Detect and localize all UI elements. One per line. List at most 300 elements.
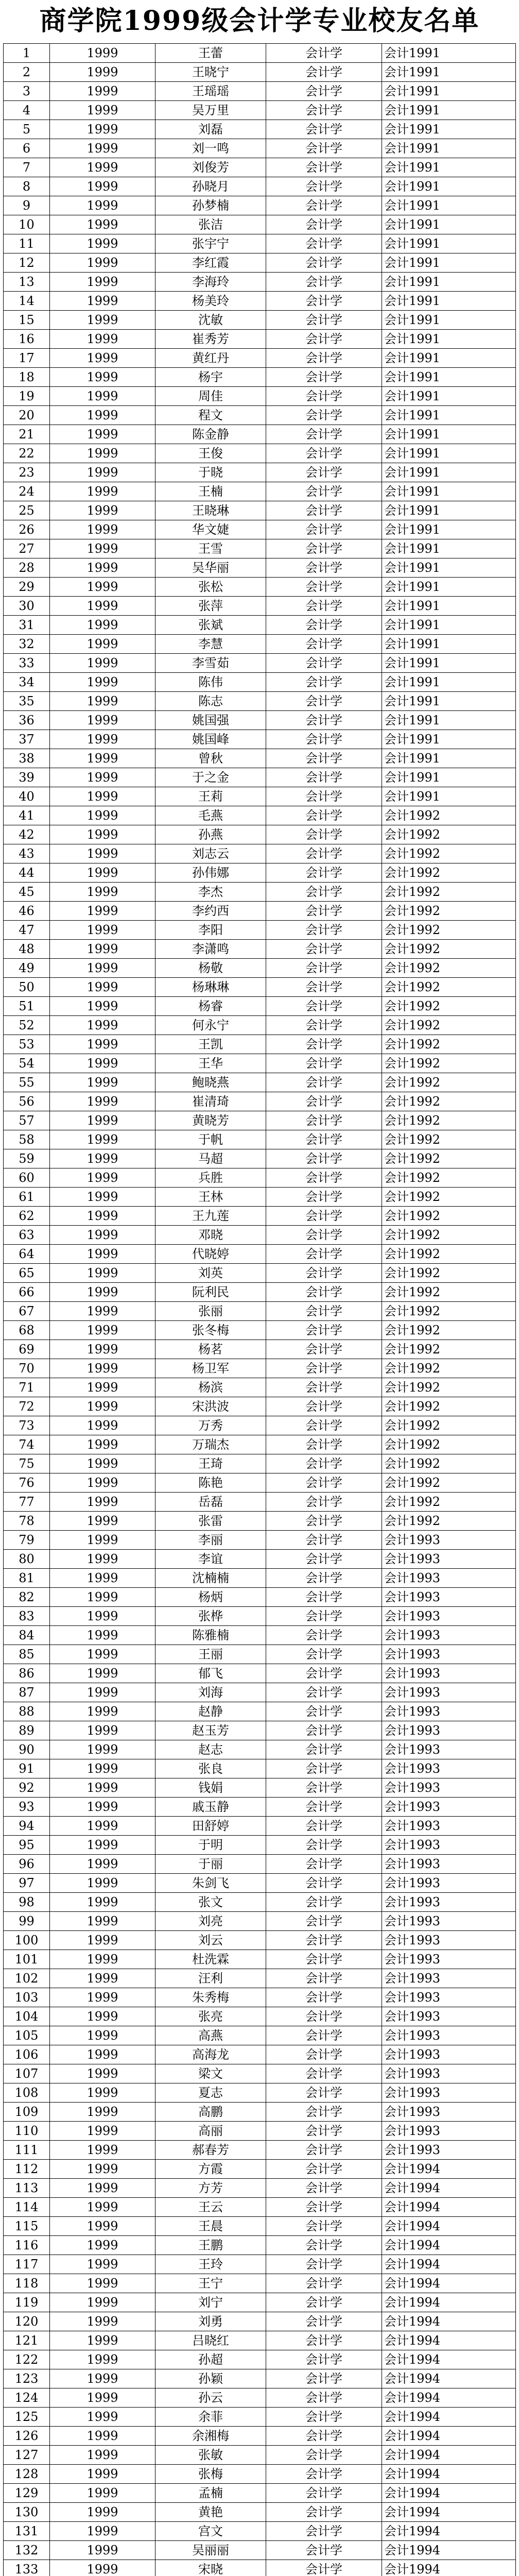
class-name-cell: 会计1991	[382, 387, 516, 406]
student-name-cell: 刘磊	[155, 120, 266, 139]
table-row	[4, 101, 516, 120]
major-cell: 会计学	[266, 406, 382, 425]
class-name-cell: 会计1993	[382, 2026, 516, 2045]
class-name-cell: 会计1994	[382, 2465, 516, 2484]
student-name-cell: 王楠	[155, 482, 266, 501]
table-row	[4, 2465, 516, 2484]
student-name-cell: 王云	[155, 2198, 266, 2217]
table-row	[4, 1893, 516, 1912]
enrollment-year-cell: 1999	[50, 1588, 155, 1607]
table-row	[4, 1855, 516, 1874]
table-row	[4, 1836, 516, 1855]
row-number-cell: 94	[4, 1817, 50, 1836]
student-name-cell: 李潇鸣	[155, 940, 266, 959]
row-number-cell: 30	[4, 597, 50, 616]
class-name-cell: 会计1993	[382, 2122, 516, 2141]
table-row	[4, 1588, 516, 1607]
row-number-cell: 43	[4, 844, 50, 863]
major-cell: 会计学	[266, 1245, 382, 1264]
row-number-cell: 58	[4, 1130, 50, 1149]
class-name-cell: 会计1994	[382, 2350, 516, 2369]
student-name-cell: 张洁	[155, 215, 266, 234]
table-row	[4, 597, 516, 616]
row-number-cell: 129	[4, 2484, 50, 2503]
student-name-cell: 陈伟	[155, 673, 266, 692]
student-name-cell: 李谊	[155, 1550, 266, 1569]
enrollment-year-cell: 1999	[50, 253, 155, 273]
student-name-cell: 张良	[155, 1759, 266, 1778]
table-row	[4, 2045, 516, 2064]
class-name-cell: 会计1993	[382, 1588, 516, 1607]
major-cell: 会计学	[266, 1340, 382, 1359]
class-name-cell: 会计1993	[382, 1950, 516, 1969]
student-name-cell: 姚国峰	[155, 730, 266, 749]
table-row	[4, 1912, 516, 1931]
enrollment-year-cell: 1999	[50, 1035, 155, 1054]
enrollment-year-cell: 1999	[50, 844, 155, 863]
row-number-cell: 109	[4, 2103, 50, 2122]
row-number-cell: 31	[4, 616, 50, 635]
student-name-cell: 方霞	[155, 2160, 266, 2179]
major-cell: 会计学	[266, 2408, 382, 2427]
enrollment-year-cell: 1999	[50, 558, 155, 578]
student-name-cell: 赵静	[155, 1702, 266, 1721]
table-row	[4, 1626, 516, 1645]
table-row	[4, 1473, 516, 1493]
row-number-cell: 35	[4, 692, 50, 711]
major-cell: 会计学	[266, 635, 382, 654]
major-cell: 会计学	[266, 1893, 382, 1912]
table-row	[4, 921, 516, 940]
major-cell: 会计学	[266, 1626, 382, 1645]
student-name-cell: 曾秋	[155, 749, 266, 768]
major-cell: 会计学	[266, 349, 382, 368]
major-cell: 会计学	[266, 1188, 382, 1207]
enrollment-year-cell: 1999	[50, 1111, 155, 1130]
enrollment-year-cell: 1999	[50, 1893, 155, 1912]
class-name-cell: 会计1991	[382, 177, 516, 196]
class-name-cell: 会计1993	[382, 1740, 516, 1759]
major-cell: 会计学	[266, 2560, 382, 2576]
table-row	[4, 711, 516, 730]
table-row	[4, 1397, 516, 1416]
enrollment-year-cell: 1999	[50, 387, 155, 406]
class-name-cell: 会计1992	[382, 997, 516, 1016]
row-number-cell: 123	[4, 2369, 50, 2388]
enrollment-year-cell: 1999	[50, 2446, 155, 2465]
student-name-cell: 李慧	[155, 635, 266, 654]
row-number-cell: 6	[4, 139, 50, 158]
table-row	[4, 1130, 516, 1149]
class-name-cell: 会计1994	[382, 2369, 516, 2388]
table-row	[4, 2541, 516, 2560]
enrollment-year-cell: 1999	[50, 44, 155, 63]
table-row	[4, 292, 516, 311]
class-name-cell: 会计1991	[382, 749, 516, 768]
major-cell: 会计学	[266, 2369, 382, 2388]
row-number-cell: 124	[4, 2388, 50, 2408]
major-cell: 会计学	[266, 1264, 382, 1283]
row-number-cell: 26	[4, 520, 50, 539]
row-number-cell: 59	[4, 1149, 50, 1168]
student-name-cell: 陈志	[155, 692, 266, 711]
enrollment-year-cell: 1999	[50, 1759, 155, 1778]
major-cell: 会计学	[266, 463, 382, 482]
student-name-cell: 高海龙	[155, 2045, 266, 2064]
table-row	[4, 1817, 516, 1836]
student-name-cell: 田舒婷	[155, 1817, 266, 1836]
major-cell: 会计学	[266, 1283, 382, 1302]
enrollment-year-cell: 1999	[50, 1092, 155, 1111]
class-name-cell: 会计1991	[382, 787, 516, 806]
table-row	[4, 692, 516, 711]
row-number-cell: 122	[4, 2350, 50, 2369]
row-number-cell: 132	[4, 2541, 50, 2560]
major-cell: 会计学	[266, 749, 382, 768]
major-cell: 会计学	[266, 1378, 382, 1397]
major-cell: 会计学	[266, 330, 382, 349]
major-cell: 会计学	[266, 1817, 382, 1836]
class-name-cell: 会计1994	[382, 2312, 516, 2331]
table-row	[4, 273, 516, 292]
class-name-cell: 会计1992	[382, 1073, 516, 1092]
table-row	[4, 2293, 516, 2312]
major-cell: 会计学	[266, 1569, 382, 1588]
table-row	[4, 120, 516, 139]
enrollment-year-cell: 1999	[50, 520, 155, 539]
class-name-cell: 会计1993	[382, 1855, 516, 1874]
row-number-cell: 67	[4, 1302, 50, 1321]
major-cell: 会计学	[266, 2236, 382, 2255]
table-row	[4, 1073, 516, 1092]
class-name-cell: 会计1993	[382, 1550, 516, 1569]
table-row	[4, 2408, 516, 2427]
class-name-cell: 会计1993	[382, 1759, 516, 1778]
major-cell: 会计学	[266, 1054, 382, 1073]
alumni-table	[3, 43, 516, 2576]
major-cell: 会计学	[266, 2293, 382, 2312]
table-row	[4, 1874, 516, 1893]
enrollment-year-cell: 1999	[50, 1073, 155, 1092]
student-name-cell: 于丽	[155, 1855, 266, 1874]
row-number-cell: 106	[4, 2045, 50, 2064]
row-number-cell: 84	[4, 1626, 50, 1645]
table-row	[4, 997, 516, 1016]
table-row	[4, 673, 516, 692]
major-cell: 会计学	[266, 921, 382, 940]
major-cell: 会计学	[266, 387, 382, 406]
student-name-cell: 刘英	[155, 1264, 266, 1283]
table-row	[4, 1721, 516, 1740]
major-cell: 会计学	[266, 1912, 382, 1931]
student-name-cell: 李雪茹	[155, 654, 266, 673]
table-row	[4, 1359, 516, 1378]
student-name-cell: 杨美玲	[155, 292, 266, 311]
row-number-cell: 113	[4, 2179, 50, 2198]
class-name-cell: 会计1992	[382, 883, 516, 902]
student-name-cell: 张文	[155, 1893, 266, 1912]
class-name-cell: 会计1992	[382, 1493, 516, 1512]
major-cell: 会计学	[266, 1759, 382, 1778]
student-name-cell: 杨炳	[155, 1588, 266, 1607]
row-number-cell: 93	[4, 1798, 50, 1817]
row-number-cell: 91	[4, 1759, 50, 1778]
enrollment-year-cell: 1999	[50, 787, 155, 806]
major-cell: 会计学	[266, 1359, 382, 1378]
enrollment-year-cell: 1999	[50, 1950, 155, 1969]
table-row	[4, 883, 516, 902]
row-number-cell: 114	[4, 2198, 50, 2217]
major-cell: 会计学	[266, 1683, 382, 1702]
enrollment-year-cell: 1999	[50, 1435, 155, 1454]
row-number-cell: 112	[4, 2160, 50, 2179]
class-name-cell: 会计1991	[382, 501, 516, 520]
row-number-cell: 80	[4, 1550, 50, 1569]
enrollment-year-cell: 1999	[50, 2045, 155, 2064]
enrollment-year-cell: 1999	[50, 1740, 155, 1759]
class-name-cell: 会计1994	[382, 2179, 516, 2198]
enrollment-year-cell: 1999	[50, 311, 155, 330]
enrollment-year-cell: 1999	[50, 1473, 155, 1493]
student-name-cell: 王雪	[155, 539, 266, 558]
enrollment-year-cell: 1999	[50, 673, 155, 692]
enrollment-year-cell: 1999	[50, 1188, 155, 1207]
enrollment-year-cell: 1999	[50, 1569, 155, 1588]
enrollment-year-cell: 1999	[50, 1168, 155, 1188]
table-row	[4, 1759, 516, 1778]
enrollment-year-cell: 1999	[50, 1855, 155, 1874]
student-name-cell: 王莉	[155, 787, 266, 806]
table-row	[4, 806, 516, 825]
class-name-cell: 会计1993	[382, 2064, 516, 2083]
student-name-cell: 杨宇	[155, 368, 266, 387]
class-name-cell: 会计1992	[382, 1302, 516, 1321]
student-name-cell: 于帆	[155, 1130, 266, 1149]
class-name-cell: 会计1991	[382, 692, 516, 711]
major-cell: 会计学	[266, 959, 382, 978]
enrollment-year-cell: 1999	[50, 2312, 155, 2331]
class-name-cell: 会计1992	[382, 1130, 516, 1149]
enrollment-year-cell: 1999	[50, 2026, 155, 2045]
major-cell: 会计学	[266, 863, 382, 883]
enrollment-year-cell: 1999	[50, 1550, 155, 1569]
student-name-cell: 王林	[155, 1188, 266, 1207]
student-name-cell: 鲍晓燕	[155, 1073, 266, 1092]
enrollment-year-cell: 1999	[50, 1226, 155, 1245]
major-cell: 会计学	[266, 1111, 382, 1130]
table-row	[4, 1016, 516, 1035]
student-name-cell: 王九莲	[155, 1207, 266, 1226]
major-cell: 会计学	[266, 1168, 382, 1188]
major-cell: 会计学	[266, 139, 382, 158]
student-name-cell: 陈艳	[155, 1473, 266, 1493]
enrollment-year-cell: 1999	[50, 1054, 155, 1073]
student-name-cell: 孙燕	[155, 825, 266, 844]
class-name-cell: 会计1991	[382, 273, 516, 292]
table-row	[4, 1740, 516, 1759]
major-cell: 会计学	[266, 44, 382, 63]
enrollment-year-cell: 1999	[50, 2465, 155, 2484]
enrollment-year-cell: 1999	[50, 1931, 155, 1950]
enrollment-year-cell: 1999	[50, 82, 155, 101]
row-number-cell: 116	[4, 2236, 50, 2255]
enrollment-year-cell: 1999	[50, 2236, 155, 2255]
row-number-cell: 2	[4, 63, 50, 82]
student-name-cell: 万瑞杰	[155, 1435, 266, 1454]
page-title: 商学院1999级会计学专业校友名单	[39, 5, 480, 37]
major-cell: 会计学	[266, 2312, 382, 2331]
major-cell: 会计学	[266, 2141, 382, 2160]
major-cell: 会计学	[266, 311, 382, 330]
table-row	[4, 959, 516, 978]
student-name-cell: 杨睿	[155, 997, 266, 1016]
enrollment-year-cell: 1999	[50, 1798, 155, 1817]
major-cell: 会计学	[266, 2484, 382, 2503]
class-name-cell: 会计1994	[382, 2560, 516, 2576]
enrollment-year-cell: 1999	[50, 1264, 155, 1283]
enrollment-year-cell: 1999	[50, 1493, 155, 1512]
student-name-cell: 毛燕	[155, 806, 266, 825]
table-row	[4, 1302, 516, 1321]
major-cell: 会计学	[266, 2427, 382, 2446]
table-row	[4, 177, 516, 196]
student-name-cell: 刘勇	[155, 2312, 266, 2331]
major-cell: 会计学	[266, 1092, 382, 1111]
class-name-cell: 会计1991	[382, 654, 516, 673]
row-number-cell: 20	[4, 406, 50, 425]
table-row	[4, 1531, 516, 1550]
row-number-cell: 68	[4, 1321, 50, 1340]
student-name-cell: 张雷	[155, 1512, 266, 1531]
table-row	[4, 635, 516, 654]
enrollment-year-cell: 1999	[50, 425, 155, 444]
class-name-cell: 会计1993	[382, 1664, 516, 1683]
table-row	[4, 406, 516, 425]
enrollment-year-cell: 1999	[50, 1721, 155, 1740]
table-row	[4, 253, 516, 273]
class-name-cell: 会计1994	[382, 2541, 516, 2560]
row-number-cell: 111	[4, 2141, 50, 2160]
major-cell: 会计学	[266, 1454, 382, 1473]
row-number-cell: 14	[4, 292, 50, 311]
student-name-cell: 余菲	[155, 2408, 266, 2427]
table-row	[4, 44, 516, 63]
major-cell: 会计学	[266, 1130, 382, 1149]
table-row	[4, 1683, 516, 1702]
class-name-cell: 会计1992	[382, 844, 516, 863]
row-number-cell: 47	[4, 921, 50, 940]
student-name-cell: 刘海	[155, 1683, 266, 1702]
row-number-cell: 10	[4, 215, 50, 234]
enrollment-year-cell: 1999	[50, 2160, 155, 2179]
enrollment-year-cell: 1999	[50, 1969, 155, 1988]
row-number-cell: 36	[4, 711, 50, 730]
major-cell: 会计学	[266, 1702, 382, 1721]
major-cell: 会计学	[266, 63, 382, 82]
enrollment-year-cell: 1999	[50, 1378, 155, 1397]
student-name-cell: 王俊	[155, 444, 266, 463]
major-cell: 会计学	[266, 177, 382, 196]
class-name-cell: 会计1994	[382, 2217, 516, 2236]
class-name-cell: 会计1992	[382, 1149, 516, 1168]
enrollment-year-cell: 1999	[50, 1283, 155, 1302]
row-number-cell: 74	[4, 1435, 50, 1454]
student-name-cell: 郁飞	[155, 1664, 266, 1683]
student-name-cell: 杨敬	[155, 959, 266, 978]
class-name-cell: 会计1993	[382, 1836, 516, 1855]
table-row	[4, 2446, 516, 2465]
enrollment-year-cell: 1999	[50, 368, 155, 387]
student-name-cell: 李红霞	[155, 253, 266, 273]
row-number-cell: 33	[4, 654, 50, 673]
enrollment-year-cell: 1999	[50, 1416, 155, 1435]
table-row	[4, 368, 516, 387]
class-name-cell: 会计1992	[382, 1245, 516, 1264]
row-number-cell: 16	[4, 330, 50, 349]
table-row	[4, 558, 516, 578]
major-cell: 会计学	[266, 1969, 382, 1988]
row-number-cell: 42	[4, 825, 50, 844]
major-cell: 会计学	[266, 2064, 382, 2083]
class-name-cell: 会计1992	[382, 1111, 516, 1130]
enrollment-year-cell: 1999	[50, 501, 155, 520]
enrollment-year-cell: 1999	[50, 539, 155, 558]
student-name-cell: 张桦	[155, 1607, 266, 1626]
class-name-cell: 会计1991	[382, 482, 516, 501]
row-number-cell: 54	[4, 1054, 50, 1073]
class-name-cell: 会计1992	[382, 1264, 516, 1283]
table-row	[4, 311, 516, 330]
enrollment-year-cell: 1999	[50, 444, 155, 463]
row-number-cell: 5	[4, 120, 50, 139]
student-name-cell: 岳磊	[155, 1493, 266, 1512]
class-name-cell: 会计1991	[382, 730, 516, 749]
class-name-cell: 会计1992	[382, 1321, 516, 1340]
class-name-cell: 会计1993	[382, 1969, 516, 1988]
major-cell: 会计学	[266, 1950, 382, 1969]
enrollment-year-cell: 1999	[50, 1912, 155, 1931]
major-cell: 会计学	[266, 1073, 382, 1092]
class-name-cell: 会计1993	[382, 1988, 516, 2007]
table-row	[4, 863, 516, 883]
student-name-cell: 王宁	[155, 2274, 266, 2293]
student-name-cell: 朱秀梅	[155, 1988, 266, 2007]
row-number-cell: 46	[4, 902, 50, 921]
class-name-cell: 会计1991	[382, 463, 516, 482]
table-row	[4, 1550, 516, 1569]
class-name-cell: 会计1993	[382, 2083, 516, 2103]
enrollment-year-cell: 1999	[50, 2331, 155, 2350]
class-name-cell: 会计1991	[382, 444, 516, 463]
table-row	[4, 1798, 516, 1817]
table-row	[4, 2179, 516, 2198]
class-name-cell: 会计1992	[382, 1207, 516, 1226]
major-cell: 会计学	[266, 1721, 382, 1740]
major-cell: 会计学	[266, 1740, 382, 1759]
student-name-cell: 于明	[155, 1836, 266, 1855]
row-number-cell: 23	[4, 463, 50, 482]
major-cell: 会计学	[266, 2026, 382, 2045]
enrollment-year-cell: 1999	[50, 2541, 155, 2560]
class-name-cell: 会计1994	[382, 2331, 516, 2350]
student-name-cell: 于晓	[155, 463, 266, 482]
row-number-cell: 41	[4, 806, 50, 825]
row-number-cell: 101	[4, 1950, 50, 1969]
enrollment-year-cell: 1999	[50, 2350, 155, 2369]
major-cell: 会计学	[266, 101, 382, 120]
class-name-cell: 会计1991	[382, 635, 516, 654]
student-name-cell: 杜洗霖	[155, 1950, 266, 1969]
